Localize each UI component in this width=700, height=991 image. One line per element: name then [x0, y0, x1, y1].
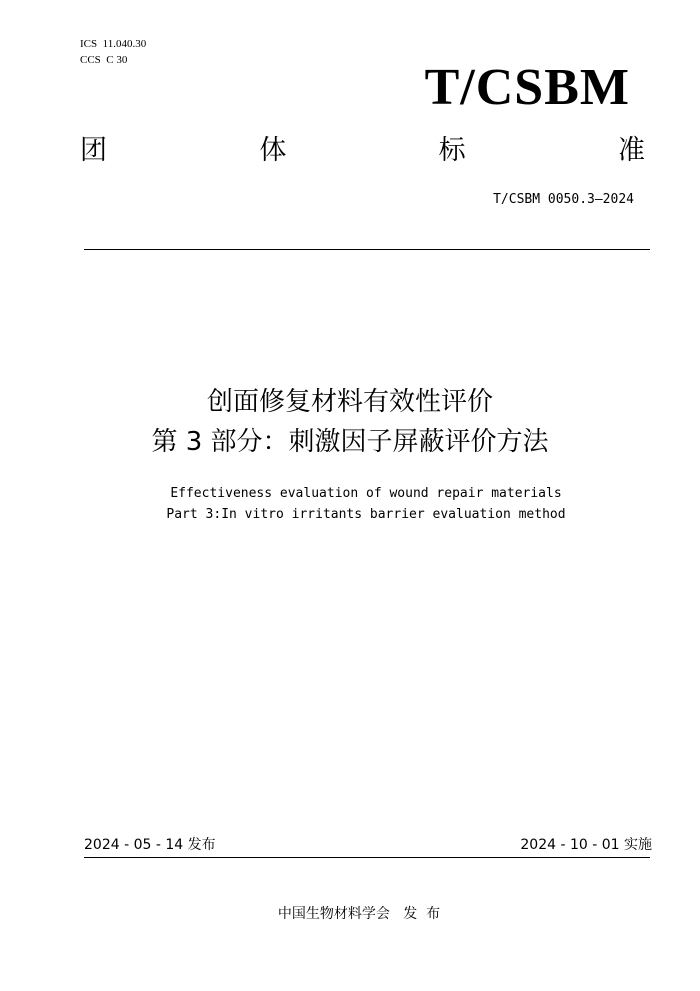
title-cn-line2: 第 3 部分：刺激因子屏蔽评价方法 — [151, 427, 549, 457]
title-cn-line1: 创面修复材料有效性评价 — [206, 387, 493, 417]
standard-type — [80, 133, 645, 169]
standard-type-char: 体 — [259, 135, 287, 166]
title-en-line1: Effectiveness evaluation of wound repair materials — [170, 486, 562, 501]
ccs-code: CCS C 30 — [80, 54, 128, 66]
ics-code: ICS 11.040.30 — [80, 38, 147, 50]
classification-codes — [80, 36, 146, 68]
issuer: 中国生物材料学会 发 布 — [277, 906, 441, 922]
standard-type-char: 团 — [80, 135, 107, 166]
implementation-date: 2024 - 10 - 01 实施 — [520, 837, 652, 853]
publish-date: 2024 - 05 - 14 发布 — [84, 837, 216, 853]
standard-type-char: 准 — [617, 135, 645, 166]
standard-number: T/CSBM 0050.3—2024 — [493, 192, 634, 207]
standard-type-char: 标 — [438, 135, 466, 166]
standard-brand: T/CSBM — [424, 59, 630, 116]
title-en-line2: Part 3:In vitro irritants barrier evaluation method — [166, 507, 566, 522]
top-divider — [84, 249, 650, 250]
bottom-divider — [84, 857, 650, 858]
